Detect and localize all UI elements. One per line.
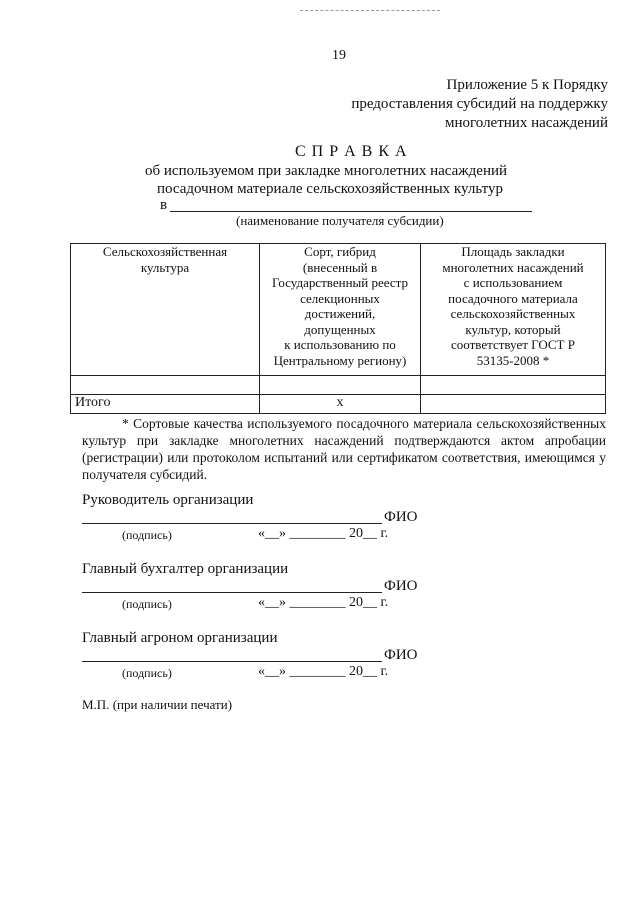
recipient-prefix: в xyxy=(160,197,168,213)
signature-line[interactable] xyxy=(82,592,382,593)
appendix-header xyxy=(351,76,608,133)
footnote: * Сортовые качества используемого посадочного материала сельскохозяйственных культур при закладке многолетних насаждений подтверждаются актом апробации (регистрации) или протоколом испытаний или сертификатом соответствия, имеющимся у получателя субсидий. xyxy=(82,416,606,482)
signature-line[interactable] xyxy=(82,523,382,524)
page-number: 19 xyxy=(332,48,346,63)
header-variety: Сорт, гибрид (внесенный в Государственный реестр селекционных достижений, допущенных к использованию по Центральному региону) xyxy=(260,244,421,376)
table-cell[interactable] xyxy=(71,376,260,395)
table-cell[interactable] xyxy=(421,376,606,395)
fio-label: ФИО xyxy=(384,578,418,594)
appendix-line: предоставления субсидий на поддержку xyxy=(351,96,608,112)
sign-caption: (подпись) xyxy=(122,597,172,611)
date-field[interactable]: «__» ________ 20__ г. xyxy=(258,664,389,679)
header-area: Площадь закладки многолетних насаждений с использованием посадочного материала сельскохозяйственных культур, который соответствует ГОСТ Р 53135-2008 * xyxy=(421,244,606,376)
stamp-note: М.П. (при наличии печати) xyxy=(82,697,233,712)
header-crop: Сельскохозяйственная культура xyxy=(71,244,260,376)
subtitle-line: посадочном материале сельскохозяйственных культур xyxy=(157,181,503,197)
total-label: Итого xyxy=(71,395,260,414)
crops-table xyxy=(70,243,606,414)
scan-artifact xyxy=(300,10,440,11)
signature-role: Главный агроном организации xyxy=(82,630,278,646)
document-title: С П Р А В К А xyxy=(295,143,408,160)
total-row xyxy=(71,395,606,414)
sign-caption: (подпись) xyxy=(122,666,172,680)
signature-role: Главный бухгалтер организации xyxy=(82,561,289,577)
total-variety: х xyxy=(260,395,421,414)
table-cell[interactable] xyxy=(260,376,421,395)
date-field[interactable]: «__» ________ 20__ г. xyxy=(258,526,389,541)
recipient-caption: (наименование получателя субсидии) xyxy=(236,213,444,228)
table-row xyxy=(71,376,606,395)
total-area[interactable] xyxy=(421,395,606,414)
subtitle-line: об используемом при закладке многолетних насаждений xyxy=(145,163,508,179)
sign-caption: (подпись) xyxy=(122,528,172,542)
appendix-line: Приложение 5 к Порядку xyxy=(446,77,608,93)
fio-label: ФИО xyxy=(384,647,418,663)
recipient-field[interactable] xyxy=(170,211,532,212)
fio-label: ФИО xyxy=(384,509,418,525)
appendix-line: многолетних насаждений xyxy=(444,115,608,131)
signature-role: Руководитель организации xyxy=(82,492,254,508)
date-field[interactable]: «__» ________ 20__ г. xyxy=(258,595,389,610)
signature-line[interactable] xyxy=(82,661,382,662)
